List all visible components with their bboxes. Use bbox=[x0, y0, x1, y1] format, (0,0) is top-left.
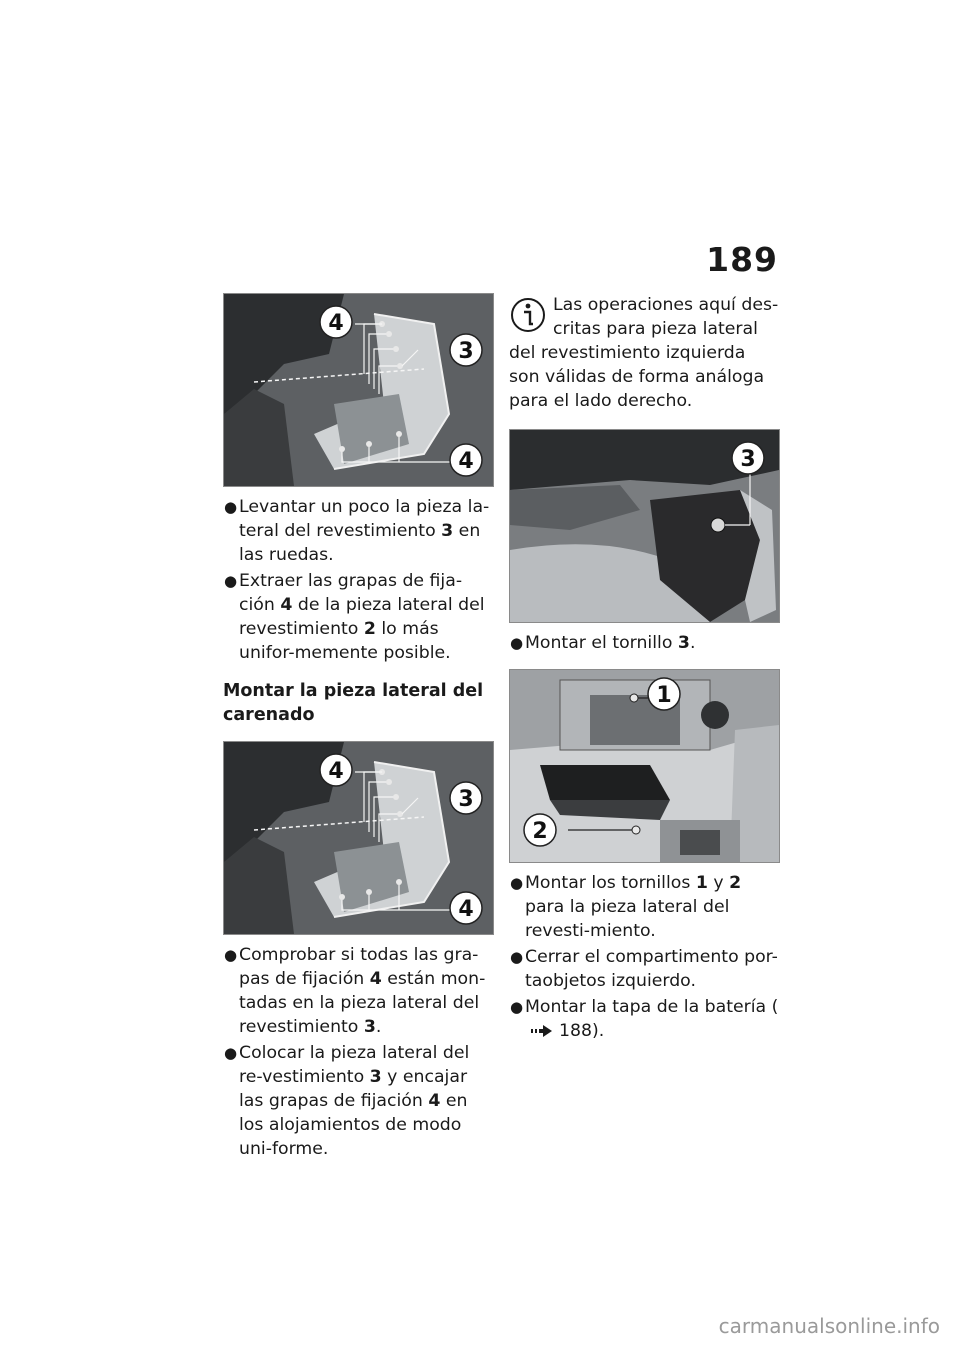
figure-screw-3 bbox=[509, 429, 780, 623]
list-item: ● Montar los tornillos 1 y 2 para la pieza lateral del revesti-miento. bbox=[510, 873, 742, 941]
steps-install bbox=[223, 943, 494, 1161]
callout-4-top: 4 bbox=[328, 311, 344, 336]
callout-4-top: 4 bbox=[328, 759, 344, 784]
list-item: ● Levantar un poco la pieza la-teral del revestimiento 3 en las ruedas. bbox=[224, 497, 490, 565]
figure-fairing-side-panel-removal bbox=[223, 293, 494, 487]
page-reference[interactable]: 188 bbox=[559, 1021, 592, 1041]
list-item: ● Montar la tapa de la batería (188). bbox=[510, 997, 779, 1041]
callout-2: 2 bbox=[532, 819, 548, 844]
info-icon bbox=[509, 293, 547, 337]
figure-fairing-side-panel-install bbox=[223, 741, 494, 935]
bullet-icon: ● bbox=[224, 498, 238, 516]
callout-3: 3 bbox=[740, 447, 756, 472]
list-item: ● Cerrar el compartimento por-taobjetos izquierdo. bbox=[510, 947, 778, 991]
right-column bbox=[509, 293, 780, 1045]
list-item: ● Colocar la pieza lateral del re-vestimiento 3 y encajar las grapas de fijación 4 en los alojamientos de modo uni-forme. bbox=[224, 1043, 470, 1159]
callout-4-bottom: 4 bbox=[458, 449, 474, 474]
callout-1: 1 bbox=[656, 683, 672, 708]
page-number: 189 bbox=[706, 240, 778, 279]
bullet-icon: ● bbox=[224, 572, 238, 590]
bullet-icon: ● bbox=[224, 946, 238, 964]
steps-removal bbox=[223, 495, 494, 665]
left-column bbox=[223, 293, 494, 1163]
bullet-icon: ● bbox=[510, 874, 524, 892]
list-item: ● Extraer las grapas de fija-ción 4 de la pieza lateral del revestimiento 2 lo más unifor-memente posible. bbox=[224, 571, 485, 663]
bullet-icon: ● bbox=[510, 948, 524, 966]
watermark: carmanualsonline.info bbox=[718, 1314, 940, 1338]
bullet-icon: ● bbox=[510, 634, 524, 652]
callout-3: 3 bbox=[458, 339, 474, 364]
arrow-right-icon bbox=[531, 1024, 553, 1038]
bullet-icon: ● bbox=[510, 998, 524, 1016]
list-item: ● Montar el tornillo 3. bbox=[510, 633, 696, 653]
info-note bbox=[509, 293, 780, 413]
note-text: Las operaciones aquí des-critas para pieza lateral del revestimiento izquierda son válidas de forma análoga para el lado derecho. bbox=[509, 295, 779, 411]
list-item: ● Comprobar si todas las gra-pas de fijación 4 están mon-tadas en la pieza lateral del revestimiento 3. bbox=[224, 945, 486, 1037]
section-heading: Montar la pieza lateral del carenado bbox=[223, 681, 484, 725]
figure-screws-1-2 bbox=[509, 669, 780, 863]
callout-4-bottom: 4 bbox=[458, 897, 474, 922]
callout-3: 3 bbox=[458, 787, 474, 812]
steps-screw-3 bbox=[509, 631, 780, 655]
bullet-icon: ● bbox=[224, 1044, 238, 1062]
steps-screws-1-2 bbox=[509, 871, 780, 1043]
